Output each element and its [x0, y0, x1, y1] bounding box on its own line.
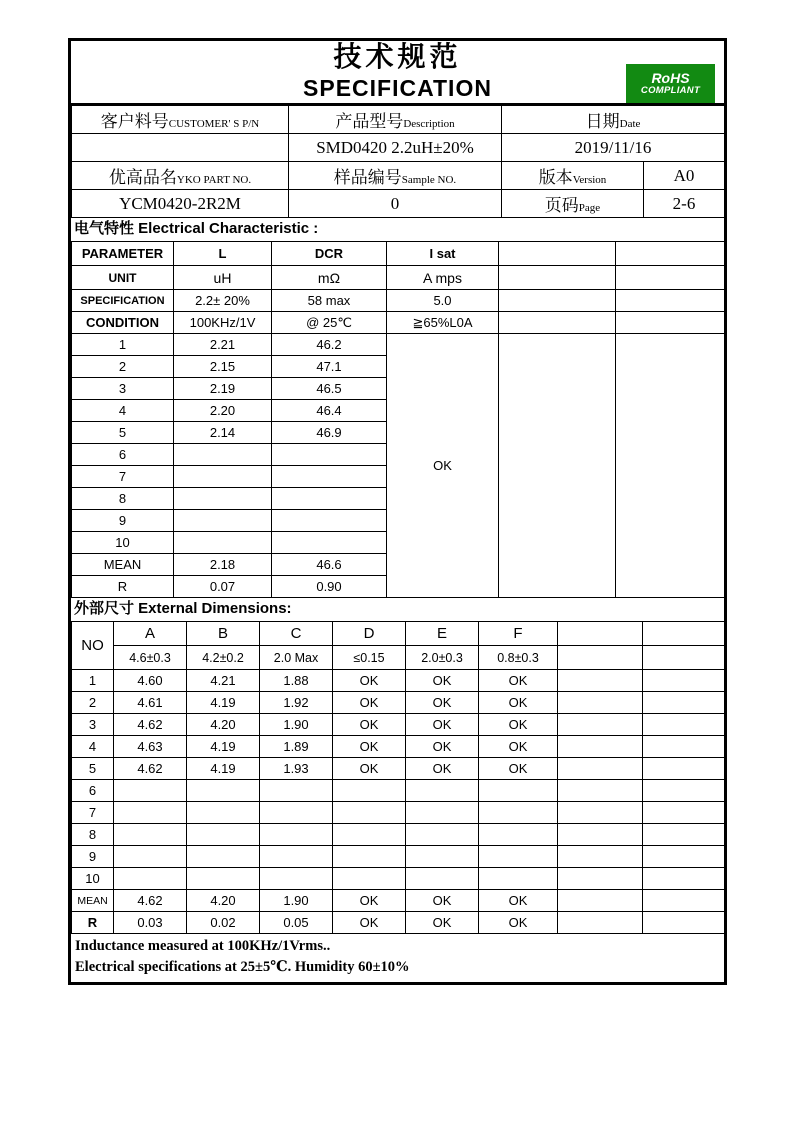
- dim-cell: OK: [479, 736, 558, 758]
- table-row: [72, 622, 725, 646]
- sample-no-cell: 6: [72, 444, 174, 466]
- l-value-cell: [174, 510, 272, 532]
- dim-cell: [260, 846, 333, 868]
- unit-dcr-cell: mΩ: [272, 266, 387, 290]
- sample-no-cell: 7: [72, 466, 174, 488]
- dim-cell: [406, 846, 479, 868]
- dim-cell: 4.63: [114, 736, 187, 758]
- dim-cell: [114, 868, 187, 890]
- dim-cell: [643, 736, 725, 758]
- customer-pn-label-en: CUSTOMER' S P/N: [168, 118, 260, 130]
- header-info-table: [71, 105, 725, 218]
- dcr-value-cell: 46.4: [272, 400, 387, 422]
- table-row: [72, 190, 725, 218]
- yko-part-label-cn: 优高品名: [108, 168, 177, 187]
- empty-merged-cell: [499, 334, 616, 598]
- empty-header-cell: [499, 242, 616, 266]
- dim-cell: 0.03: [114, 912, 187, 934]
- sample-no-cell: 1: [72, 334, 174, 356]
- dim-no-cell: 4: [72, 736, 114, 758]
- yko-part-label-en: YKO PART NO.: [176, 174, 252, 186]
- dim-cell: [643, 846, 725, 868]
- spec-l-cell: 2.2± 20%: [174, 290, 272, 312]
- table-row: [72, 868, 725, 890]
- dim-cell: OK: [333, 912, 406, 934]
- dim-cell: 4.60: [114, 670, 187, 692]
- cond-dcr-cell: @ 25℃: [272, 312, 387, 334]
- dim-cell: [643, 868, 725, 890]
- parameter-header-cell: PARAMETER: [72, 242, 174, 266]
- table-row: [72, 736, 725, 758]
- dim-cell: [260, 802, 333, 824]
- unit-label-cell: UNIT: [72, 266, 174, 290]
- dim-cell: [643, 912, 725, 934]
- note-line-2: Electrical specifications at 25±5℃. Humidity 60±10%: [75, 959, 410, 975]
- sample-no-cell: 8: [72, 488, 174, 510]
- dcr-value-cell: [272, 466, 387, 488]
- table-row: [72, 802, 725, 824]
- date-label-cell: [502, 106, 725, 134]
- table-row: [72, 106, 725, 134]
- empty-cell: [499, 266, 616, 290]
- dim-no-cell: 3: [72, 714, 114, 736]
- dim-cell: [479, 846, 558, 868]
- dim-cell: [558, 868, 643, 890]
- dim-mean-label-cell: MEAN: [72, 890, 114, 912]
- dim-cell: 1.90: [260, 890, 333, 912]
- dim-cell: [643, 670, 725, 692]
- condition-label-cell: CONDITION: [72, 312, 174, 334]
- dim-letter-cell: C: [260, 622, 333, 646]
- dim-cell: [187, 802, 260, 824]
- version-value-cell: A0: [644, 162, 725, 190]
- mean-dcr-cell: 46.6: [272, 554, 387, 576]
- specification-label-cell: SPECIFICATION: [72, 290, 174, 312]
- dcr-header-cell: DCR: [272, 242, 387, 266]
- table-row: [72, 290, 725, 312]
- table-row: [72, 714, 725, 736]
- dim-cell: 4.19: [187, 758, 260, 780]
- r-dcr-cell: 0.90: [272, 576, 387, 598]
- dim-cell: [643, 780, 725, 802]
- dim-cell: OK: [406, 670, 479, 692]
- dim-cell: [406, 802, 479, 824]
- dim-spec-cell: 4.2±0.2: [187, 646, 260, 670]
- dim-cell: [558, 780, 643, 802]
- date-label-cn: 日期: [585, 112, 620, 131]
- dim-cell: [114, 802, 187, 824]
- table-row: [72, 266, 725, 290]
- dim-letter-cell: [643, 622, 725, 646]
- dim-cell: OK: [479, 890, 558, 912]
- table-row: [72, 912, 725, 934]
- sample-no-label-en: Sample NO.: [401, 174, 457, 186]
- empty-cell: [616, 266, 725, 290]
- dim-cell: [558, 802, 643, 824]
- table-row: [72, 670, 725, 692]
- dim-letter-cell: [558, 622, 643, 646]
- dim-cell: OK: [406, 714, 479, 736]
- table-row: [72, 162, 725, 190]
- table-row: [72, 242, 725, 266]
- dim-cell: [333, 802, 406, 824]
- dim-no-cell: 5: [72, 758, 114, 780]
- specification-document: [68, 38, 727, 985]
- dim-cell: 4.62: [114, 758, 187, 780]
- date-label-en: Date: [619, 118, 641, 130]
- dim-cell: [479, 824, 558, 846]
- l-value-cell: [174, 466, 272, 488]
- dim-cell: [558, 670, 643, 692]
- l-value-cell: [174, 444, 272, 466]
- dim-cell: 4.20: [187, 714, 260, 736]
- sample-no-cell: 3: [72, 378, 174, 400]
- dim-cell: OK: [406, 692, 479, 714]
- page-value-cell: 2-6: [644, 190, 725, 218]
- dim-no-cell: 1: [72, 670, 114, 692]
- mean-label-cell: MEAN: [72, 554, 174, 576]
- version-label-cell: [502, 162, 644, 190]
- dim-no-cell: 9: [72, 846, 114, 868]
- dim-cell: OK: [406, 736, 479, 758]
- dim-no-cell: 10: [72, 868, 114, 890]
- table-row: [72, 646, 725, 670]
- r-label-cell: R: [72, 576, 174, 598]
- dim-cell: 4.20: [187, 890, 260, 912]
- dim-cell: OK: [333, 758, 406, 780]
- dim-cell: [643, 758, 725, 780]
- l-value-cell: 2.20: [174, 400, 272, 422]
- isat-header-cell: I sat: [387, 242, 499, 266]
- sample-no-label-cn: 样品编号: [333, 168, 402, 187]
- l-value-cell: [174, 488, 272, 510]
- dim-cell: 1.93: [260, 758, 333, 780]
- dim-no-cell: 8: [72, 824, 114, 846]
- sample-no-value-cell: 0: [289, 190, 502, 218]
- empty-header-cell: [616, 242, 725, 266]
- dim-cell: [333, 824, 406, 846]
- dim-cell: [558, 824, 643, 846]
- r-l-cell: 0.07: [174, 576, 272, 598]
- dim-cell: [260, 780, 333, 802]
- l-header-cell: L: [174, 242, 272, 266]
- dim-spec-cell: [643, 646, 725, 670]
- table-row: [72, 846, 725, 868]
- dim-cell: OK: [479, 670, 558, 692]
- dcr-value-cell: [272, 532, 387, 554]
- dim-letter-cell: D: [333, 622, 406, 646]
- table-row: [72, 692, 725, 714]
- dim-cell: 4.61: [114, 692, 187, 714]
- dcr-value-cell: 46.5: [272, 378, 387, 400]
- dim-no-cell: 7: [72, 802, 114, 824]
- sample-no-cell: 10: [72, 532, 174, 554]
- l-value-cell: 2.21: [174, 334, 272, 356]
- spec-isat-cell: 5.0: [387, 290, 499, 312]
- dim-letter-cell: E: [406, 622, 479, 646]
- description-value-cell: SMD0420 2.2uH±20%: [289, 134, 502, 162]
- dim-cell: [558, 758, 643, 780]
- note-line-1: Inductance measured at 100KHz/1Vrms..: [75, 938, 331, 954]
- dcr-value-cell: [272, 488, 387, 510]
- rohs-badge-line2: COMPLIANT: [640, 85, 701, 97]
- dim-cell: [558, 714, 643, 736]
- document-title-english: SPECIFICATION: [303, 75, 492, 101]
- dim-spec-cell: ≤0.15: [333, 646, 406, 670]
- dcr-value-cell: 46.9: [272, 422, 387, 444]
- dim-cell: OK: [333, 736, 406, 758]
- sample-no-cell: 5: [72, 422, 174, 444]
- isat-result-cell: OK: [387, 334, 499, 598]
- dim-cell: OK: [479, 714, 558, 736]
- dim-cell: [558, 912, 643, 934]
- dim-no-cell: 2: [72, 692, 114, 714]
- dcr-value-cell: [272, 444, 387, 466]
- dim-cell: OK: [479, 758, 558, 780]
- dim-cell: [406, 824, 479, 846]
- description-label-en: Description: [403, 118, 455, 130]
- sample-no-label-cell: [289, 162, 502, 190]
- dim-cell: [479, 868, 558, 890]
- dim-cell: 4.19: [187, 736, 260, 758]
- dim-cell: [114, 846, 187, 868]
- dim-cell: OK: [406, 912, 479, 934]
- l-value-cell: [174, 532, 272, 554]
- sample-no-cell: 2: [72, 356, 174, 378]
- mean-l-cell: 2.18: [174, 554, 272, 576]
- dim-cell: [643, 714, 725, 736]
- notes-block: [71, 934, 724, 980]
- dim-cell: 1.90: [260, 714, 333, 736]
- dim-letter-cell: F: [479, 622, 558, 646]
- dim-cell: [406, 780, 479, 802]
- title-block: [71, 41, 724, 105]
- dim-no-cell: 6: [72, 780, 114, 802]
- dim-cell: [643, 802, 725, 824]
- dim-cell: 0.02: [187, 912, 260, 934]
- dim-spec-cell: 2.0±0.3: [406, 646, 479, 670]
- dim-cell: [643, 824, 725, 846]
- dim-letter-cell: B: [187, 622, 260, 646]
- no-header-cell: NO: [72, 622, 114, 670]
- dim-cell: OK: [406, 758, 479, 780]
- page-label-cell: [502, 190, 644, 218]
- table-row: [72, 312, 725, 334]
- dim-spec-cell: [558, 646, 643, 670]
- dim-cell: OK: [479, 692, 558, 714]
- dimensions-section-heading: 外部尺寸 External Dimensions:: [74, 600, 292, 617]
- l-value-cell: 2.14: [174, 422, 272, 444]
- dim-cell: 4.21: [187, 670, 260, 692]
- version-label-cn: 版本: [538, 168, 573, 187]
- dim-spec-cell: 2.0 Max: [260, 646, 333, 670]
- dim-cell: [187, 846, 260, 868]
- yko-part-label-cell: [72, 162, 289, 190]
- empty-cell: [499, 312, 616, 334]
- table-row: [72, 334, 725, 356]
- dim-cell: OK: [406, 890, 479, 912]
- dcr-value-cell: 47.1: [272, 356, 387, 378]
- dim-cell: 4.62: [114, 714, 187, 736]
- dim-cell: [333, 780, 406, 802]
- rohs-compliant-badge: [626, 64, 715, 103]
- dim-cell: [260, 824, 333, 846]
- dim-cell: [479, 802, 558, 824]
- dim-cell: OK: [333, 670, 406, 692]
- customer-pn-label-cell: [72, 106, 289, 134]
- unit-isat-cell: A mps: [387, 266, 499, 290]
- dim-cell: OK: [333, 890, 406, 912]
- sample-no-cell: 4: [72, 400, 174, 422]
- table-row: [72, 134, 725, 162]
- customer-pn-value-cell: [72, 134, 289, 162]
- cond-isat-cell: ≧65%L0A: [387, 312, 499, 334]
- spec-dcr-cell: 58 max: [272, 290, 387, 312]
- dim-cell: OK: [479, 912, 558, 934]
- dim-spec-cell: 4.6±0.3: [114, 646, 187, 670]
- dim-letter-cell: A: [114, 622, 187, 646]
- description-label-cell: [289, 106, 502, 134]
- table-row: [72, 890, 725, 912]
- dim-cell: OK: [333, 714, 406, 736]
- dim-cell: [260, 868, 333, 890]
- dim-cell: [406, 868, 479, 890]
- l-value-cell: 2.19: [174, 378, 272, 400]
- table-row: [72, 780, 725, 802]
- dim-cell: [187, 780, 260, 802]
- empty-merged-cell: [616, 334, 725, 598]
- dim-cell: [558, 846, 643, 868]
- dim-cell: 0.05: [260, 912, 333, 934]
- dim-cell: [333, 868, 406, 890]
- document-title-chinese: 技术规范: [333, 42, 462, 73]
- dim-r-label-cell: R: [72, 912, 114, 934]
- cond-l-cell: 100KHz/1V: [174, 312, 272, 334]
- dim-cell: [643, 890, 725, 912]
- version-label-en: Version: [572, 174, 607, 186]
- dim-cell: 4.19: [187, 692, 260, 714]
- page-label-en: Page: [578, 202, 601, 214]
- dim-cell: [333, 846, 406, 868]
- electrical-section-heading: 电气特性 Electrical Characteristic :: [74, 220, 319, 237]
- dim-cell: 4.62: [114, 890, 187, 912]
- empty-cell: [616, 312, 725, 334]
- sample-no-cell: 9: [72, 510, 174, 532]
- dim-cell: OK: [333, 692, 406, 714]
- dim-cell: 1.92: [260, 692, 333, 714]
- dim-cell: 1.88: [260, 670, 333, 692]
- yko-part-value-cell: YCM0420-2R2M: [72, 190, 289, 218]
- dim-cell: [479, 780, 558, 802]
- dim-cell: [558, 890, 643, 912]
- page-label-cn: 页码: [544, 196, 579, 215]
- dcr-value-cell: 46.2: [272, 334, 387, 356]
- table-row: [72, 758, 725, 780]
- date-value-cell: 2019/11/16: [502, 134, 725, 162]
- dim-spec-cell: 0.8±0.3: [479, 646, 558, 670]
- rohs-badge-line1: RoHS: [651, 69, 690, 86]
- dim-cell: [643, 692, 725, 714]
- l-value-cell: 2.15: [174, 356, 272, 378]
- dim-cell: [187, 868, 260, 890]
- dim-cell: [558, 692, 643, 714]
- table-row: [72, 824, 725, 846]
- customer-pn-label-cn: 客户料号: [100, 112, 169, 131]
- electrical-table: [71, 241, 725, 598]
- description-label-cn: 产品型号: [335, 112, 404, 131]
- dimensions-table: [71, 621, 725, 934]
- dim-cell: [114, 824, 187, 846]
- empty-cell: [616, 290, 725, 312]
- dim-cell: [187, 824, 260, 846]
- empty-cell: [499, 290, 616, 312]
- unit-l-cell: uH: [174, 266, 272, 290]
- dcr-value-cell: [272, 510, 387, 532]
- dim-cell: [558, 736, 643, 758]
- dim-cell: 1.89: [260, 736, 333, 758]
- dim-cell: [114, 780, 187, 802]
